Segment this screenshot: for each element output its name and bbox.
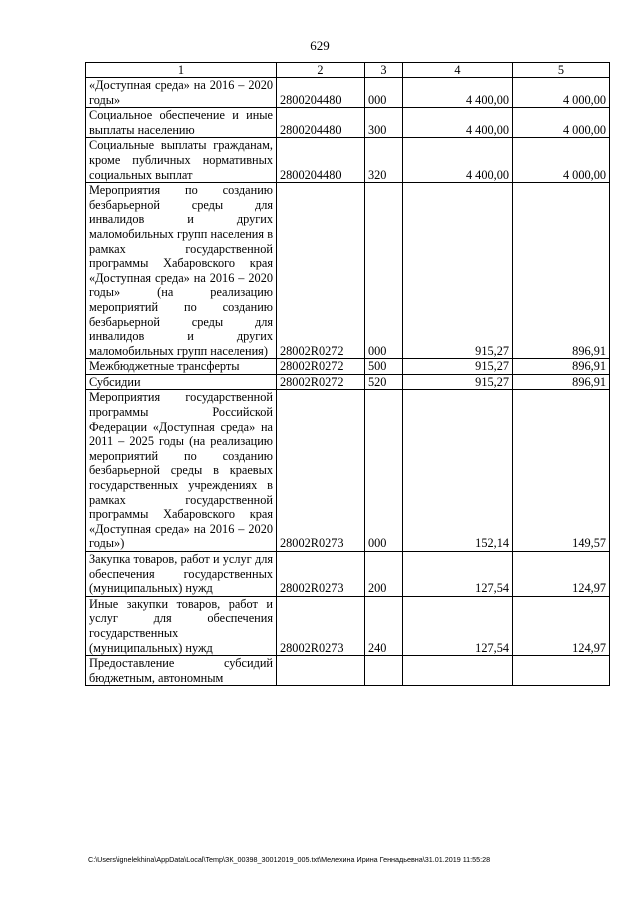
row-value-5: 896,91 — [513, 374, 610, 390]
row-value-4: 4 400,00 — [403, 108, 513, 138]
page-number: 629 — [310, 38, 330, 53]
row-name: Иные закупки товаров, работ и услуг для обеспечения государственных (муниципальных) нужд — [86, 596, 277, 655]
row-value-5: 124,97 — [513, 552, 610, 597]
row-type: 320 — [365, 138, 403, 183]
row-code: 28002R0273 — [277, 552, 365, 597]
row-value-4: 4 400,00 — [403, 78, 513, 108]
row-code: 28002R0272 — [277, 183, 365, 359]
row-name: Социальные выплаты гражданам, кроме публичных нормативных социальных выплат — [86, 138, 277, 183]
row-value-5: 149,57 — [513, 390, 610, 552]
row-name: Мероприятия государственной программы Российской Федерации «Доступная среда» на 2011 – 2025 годы (на реализацию мероприятий по созданию безбарьерной среды в краевых государственных учреждениях в рамках государственной программы Хабаровского края «Доступная среда» на 2016 – 2020 годы») — [86, 390, 277, 552]
row-value-4: 152,14 — [403, 390, 513, 552]
row-value-5 — [513, 656, 610, 686]
column-header: 3 — [365, 63, 403, 78]
row-type — [365, 656, 403, 686]
row-type: 520 — [365, 374, 403, 390]
column-header: 2 — [277, 63, 365, 78]
row-value-5: 124,97 — [513, 596, 610, 655]
table-row — [86, 138, 610, 183]
row-code: 28002R0272 — [277, 374, 365, 390]
table-row — [86, 78, 610, 108]
row-value-4: 127,54 — [403, 552, 513, 597]
row-type: 240 — [365, 596, 403, 655]
table-row — [86, 596, 610, 655]
row-code: 2800204480 — [277, 108, 365, 138]
row-code: 28002R0273 — [277, 390, 365, 552]
row-value-4: 915,27 — [403, 359, 513, 375]
row-code: 28002R0272 — [277, 359, 365, 375]
row-name: Межбюджетные трансферты — [86, 359, 277, 375]
row-code: 2800204480 — [277, 138, 365, 183]
row-code — [277, 656, 365, 686]
row-name: Социальное обеспечение и иные выплаты населению — [86, 108, 277, 138]
budget-table — [85, 62, 610, 686]
file-path-footer: C:\Users\ignelekhina\AppData\Local\Temp\ЗК_00398_30012019_005.txt\Мелехина Ирина Геннадьевна\31.01.2019 11:55:28 — [88, 855, 491, 864]
column-header: 5 — [513, 63, 610, 78]
row-value-4: 127,54 — [403, 596, 513, 655]
table-row — [86, 374, 610, 390]
row-type: 000 — [365, 183, 403, 359]
row-value-4: 915,27 — [403, 183, 513, 359]
row-value-4: 4 400,00 — [403, 138, 513, 183]
row-name: Закупка товаров, работ и услуг для обеспечения государственных (муниципальных) нужд — [86, 552, 277, 597]
row-value-4: 915,27 — [403, 374, 513, 390]
row-type: 500 — [365, 359, 403, 375]
column-header: 4 — [403, 63, 513, 78]
table-row — [86, 359, 610, 375]
row-name: «Доступная среда» на 2016 – 2020 годы» — [86, 78, 277, 108]
table-header-row — [86, 63, 610, 78]
row-name: Мероприятия по созданию безбарьерной среды для инвалидов и других маломобильных групп населения в рамках государственной программы Хабаровского края «Доступная среда» на 2016 – 2020 годы» (на реализацию мероприятий по созданию безбарьерной среды для инвалидов и других маломобильных групп населения) — [86, 183, 277, 359]
row-name: Субсидии — [86, 374, 277, 390]
row-value-5: 4 000,00 — [513, 108, 610, 138]
row-type: 000 — [365, 390, 403, 552]
row-name: Предоставление субсидий бюджетным, автономным — [86, 656, 277, 686]
table-row — [86, 108, 610, 138]
row-code: 28002R0273 — [277, 596, 365, 655]
table-row — [86, 390, 610, 552]
row-code: 2800204480 — [277, 78, 365, 108]
table-row — [86, 656, 610, 686]
table-row — [86, 183, 610, 359]
row-type: 000 — [365, 78, 403, 108]
row-value-5: 4 000,00 — [513, 78, 610, 108]
table-row — [86, 552, 610, 597]
row-value-4 — [403, 656, 513, 686]
row-type: 300 — [365, 108, 403, 138]
column-header: 1 — [86, 63, 277, 78]
row-value-5: 4 000,00 — [513, 138, 610, 183]
row-value-5: 896,91 — [513, 183, 610, 359]
row-value-5: 896,91 — [513, 359, 610, 375]
row-type: 200 — [365, 552, 403, 597]
